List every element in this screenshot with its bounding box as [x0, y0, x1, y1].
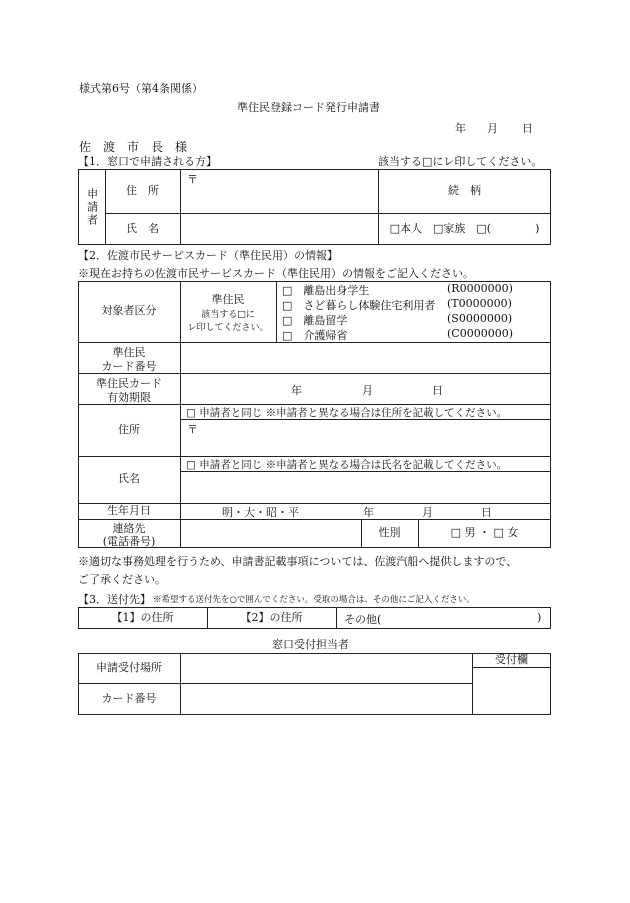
addressee: 佐 渡 市 長 様	[79, 140, 188, 154]
card-no-field[interactable]	[181, 343, 550, 372]
expiry-label-line1: 準住民カード	[96, 377, 162, 390]
category-option-1[interactable]: □ 離島出身学生	[282, 284, 370, 297]
send-to-option-2[interactable]: 【2】の住所	[240, 610, 303, 624]
section1-instruction: 該当する□にレ印してください。	[378, 155, 543, 168]
office-stamp-label: 受付欄	[495, 652, 528, 666]
category-option-3[interactable]: □ 離島留学	[282, 314, 348, 327]
category-code-1: (R0000000)	[447, 282, 513, 295]
applicant-label: 申請者	[85, 187, 99, 227]
expiry-label-line2: 有効期限	[107, 391, 151, 404]
card-name-same-option[interactable]: □ 申請者と同じ ※申請者と異なる場合は氏名を記載してください。	[186, 459, 508, 471]
section3-heading: 【3．送付先】	[78, 593, 151, 606]
expiry-day-label: 日	[432, 384, 443, 397]
send-to-option-1[interactable]: 【1】の住所	[111, 610, 174, 624]
applicant-name-label: 氏 名	[126, 221, 159, 235]
office-place-field[interactable]	[181, 654, 471, 682]
date-year-label: 年	[455, 122, 466, 135]
gender-options[interactable]: □ 男 ・ □ 女	[450, 526, 519, 540]
office-stamp-field[interactable]	[473, 668, 550, 714]
card-address-same-option[interactable]: □ 申請者と同じ ※申請者と異なる場合は住所を記載してください。	[186, 407, 508, 419]
category-code-2: (T0000000)	[447, 297, 512, 310]
category-code-4: (C0000000)	[447, 327, 513, 340]
category-code-3: (S0000000)	[447, 312, 513, 325]
relation-options[interactable]: □本人 □家族 □( )	[389, 221, 540, 235]
relation-label: 続 柄	[448, 183, 481, 197]
send-to-option-3-close: )	[537, 611, 542, 624]
card-address-field[interactable]	[181, 433, 550, 455]
section2-note: ※現在お持ちの佐渡市民サービスカード（準住民用）の情報をご記入ください。	[78, 267, 474, 280]
card-name-label: 氏名	[118, 472, 140, 486]
form-title: 準住民登録コード発行申請書	[237, 101, 380, 114]
birth-era-options[interactable]: 明・大・昭・平	[222, 506, 299, 519]
office-card-label: カード番号	[101, 691, 157, 705]
category-sub-note1: 該当する□に	[201, 310, 255, 320]
card-address-label: 住所	[118, 422, 140, 436]
contact-label-line1: 連絡先	[112, 522, 146, 535]
card-name-field[interactable]	[181, 472, 550, 502]
category-option-2[interactable]: □ さど暮らし体験住宅利用者	[282, 299, 436, 312]
section3-note: ※希望する送付先を○で囲んでください。受取の場合は、その他にご記入ください。	[153, 595, 475, 605]
category-option-4[interactable]: □ 介護帰省	[282, 329, 348, 342]
birth-day-label: 日	[481, 506, 492, 519]
category-sub-title: 準住民	[211, 293, 245, 306]
applicant-postal-mark: 〒	[187, 173, 198, 186]
applicant-address-field[interactable]	[181, 183, 377, 212]
section2-heading: 【2．佐渡市民サービスカード（準住民用）の情報】	[78, 249, 338, 262]
footnote-line1: ※適切な事務処理を行うため、申請書記載事項については、佐渡汽船へ提供しますので、	[78, 555, 518, 568]
office-place-label: 申請受付場所	[96, 660, 162, 674]
date-month-label: 月	[487, 122, 498, 135]
category-sub-note2: レ印してください。	[187, 323, 269, 333]
form-number: 様式第6号（第4条関係）	[79, 82, 203, 95]
gender-label: 性別	[378, 526, 401, 540]
card-address-postal-mark: 〒	[187, 423, 198, 436]
birth-year-label: 年	[363, 506, 374, 519]
expiry-month-label: 月	[362, 384, 373, 397]
applicant-address-label: 住 所	[126, 183, 159, 197]
contact-field[interactable]	[181, 520, 360, 547]
applicant-name-field[interactable]	[181, 214, 377, 244]
contact-label-line2: (電話番号)	[102, 535, 156, 548]
date-day-label: 日	[522, 122, 533, 135]
card-no-label-line1: 準住民	[112, 346, 146, 359]
birth-label: 生年月日	[107, 503, 151, 517]
footnote-line2: ご了承ください。	[78, 573, 166, 586]
expiry-year-label: 年	[291, 384, 302, 397]
section1-heading: 【1．窓口で申請される方】	[78, 155, 217, 168]
card-no-label-line2: カード番号	[101, 360, 157, 373]
office-card-field[interactable]	[181, 684, 471, 714]
birth-month-label: 月	[422, 506, 433, 519]
category-label: 対象者区分	[101, 304, 157, 318]
office-heading: 窓口受付担当者	[272, 638, 349, 651]
send-to-option-3[interactable]: その他(	[344, 613, 382, 626]
